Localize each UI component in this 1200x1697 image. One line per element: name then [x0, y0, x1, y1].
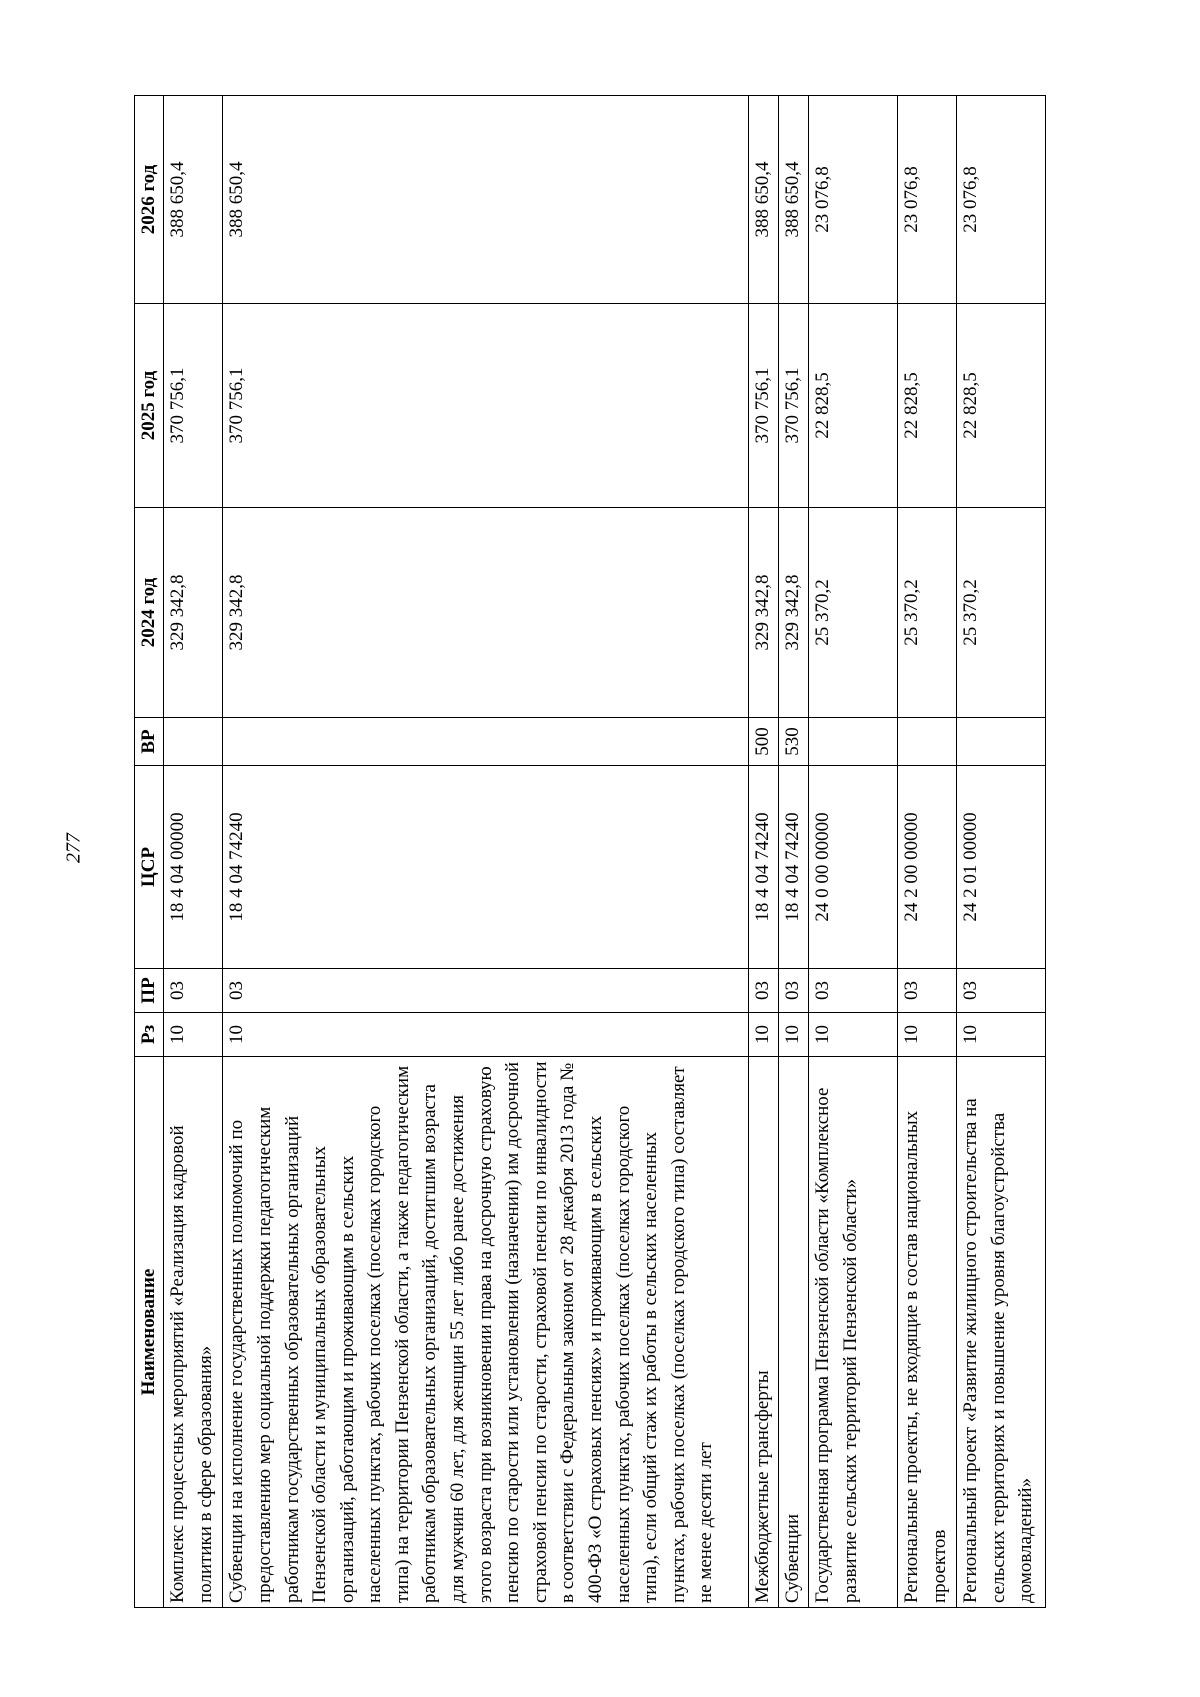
- row-name: Региональные проекты, не входящие в состав национальных проектов: [897, 1057, 956, 1608]
- row-2025: 370 756,1: [223, 304, 749, 508]
- row-csr: 24 2 00 00000: [897, 766, 956, 969]
- table-row: [779, 96, 809, 1608]
- row-pr: 03: [779, 969, 809, 1013]
- row-name: Субвенции на исполнение государственных полномочий по предоставлению мер социальной поддержки педагогическим работникам государственных образовательных организаций Пензенской области и муниципальных образовательных организаций, работающим и проживающим в сельских населенных пунктах, рабочих поселках (поселках городского типа) на территории Пензенской области, а также педагогическим работникам образовательных организаций, достигшим возраста для мужчин 60 лет, для женщин 55 лет либо ранее достижения этого возраста при возникновении права на досрочную страховую пенсию по старости или установлении (назначении) им досрочной страховой пенсии по старости, страховой пенсии по инвалидности в соответствии с Федеральным законом от 28 декабря 2013 года № 400-ФЗ «О страховых пенсиях» и проживающим в сельских населенных пунктах, рабочих поселках (поселках городского типа), если общий стаж их работы в сельских населенных пунктах, рабочих поселках (поселках городского типа) составляет не менее десяти лет: [223, 1057, 749, 1608]
- row-vr: [809, 718, 898, 766]
- row-2026: 23 076,8: [957, 96, 1046, 304]
- row-2024: 329 342,8: [164, 508, 223, 718]
- row-2025: 22 828,5: [957, 304, 1046, 508]
- budget-table-container: [134, 96, 1046, 1608]
- row-csr: 24 0 00 00000: [809, 766, 898, 969]
- row-pr: 03: [957, 969, 1046, 1013]
- row-csr: 18 4 04 74240: [223, 766, 749, 969]
- header-name: Наименование: [135, 1057, 164, 1608]
- row-name: Межбюджетные трансферты: [748, 1057, 778, 1608]
- row-2026: 388 650,4: [164, 96, 223, 304]
- row-csr: 24 2 01 00000: [957, 766, 1046, 969]
- row-name: Региональный проект «Развитие жилищного строительства на сельских территориях и повышение уровня благоустройства домовладений»: [957, 1057, 1046, 1608]
- budget-table: [134, 95, 1046, 1608]
- table-row: [164, 96, 223, 1608]
- row-vr: [223, 718, 749, 766]
- row-2025: 370 756,1: [164, 304, 223, 508]
- table-row: [223, 96, 749, 1608]
- row-vr: [164, 718, 223, 766]
- header-row: [135, 96, 164, 1608]
- row-pr: 03: [748, 969, 778, 1013]
- row-csr: 18 4 04 74240: [748, 766, 778, 969]
- row-csr: 18 4 04 74240: [779, 766, 809, 969]
- header-csr: ЦСР: [135, 766, 164, 969]
- row-2024: 329 342,8: [223, 508, 749, 718]
- row-2024: 25 370,2: [809, 508, 898, 718]
- row-name: Комплекс процессных мероприятий «Реализация кадровой политики в сфере образования»: [164, 1057, 223, 1608]
- header-2026: 2026 год: [135, 96, 164, 304]
- header-pr: ПР: [135, 969, 164, 1013]
- row-rz: 10: [164, 1013, 223, 1057]
- row-rz: 10: [779, 1013, 809, 1057]
- row-2024: 329 342,8: [779, 508, 809, 718]
- row-2026: 388 650,4: [748, 96, 778, 304]
- row-2025: 22 828,5: [809, 304, 898, 508]
- row-2026: 388 650,4: [223, 96, 749, 304]
- row-rz: 10: [223, 1013, 749, 1057]
- table-row: [957, 96, 1046, 1608]
- row-2024: 25 370,2: [897, 508, 956, 718]
- row-rz: 10: [809, 1013, 898, 1057]
- table-row: [897, 96, 956, 1608]
- row-rz: 10: [748, 1013, 778, 1057]
- header-vr: ВР: [135, 718, 164, 766]
- page-number: 277: [62, 833, 85, 863]
- row-vr: 500: [748, 718, 778, 766]
- row-vr: 530: [779, 718, 809, 766]
- row-vr: [897, 718, 956, 766]
- header-rz: Рз: [135, 1013, 164, 1057]
- header-2024: 2024 год: [135, 508, 164, 718]
- row-rz: 10: [897, 1013, 956, 1057]
- table-row: [809, 96, 898, 1608]
- row-2026: 388 650,4: [779, 96, 809, 304]
- header-2025: 2025 год: [135, 304, 164, 508]
- row-2026: 23 076,8: [897, 96, 956, 304]
- row-2024: 329 342,8: [748, 508, 778, 718]
- row-pr: 03: [164, 969, 223, 1013]
- row-name: Государственная программа Пензенской области «Комплексное развитие сельских территорий Пензенской области»: [809, 1057, 898, 1608]
- row-2024: 25 370,2: [957, 508, 1046, 718]
- row-2025: 370 756,1: [779, 304, 809, 508]
- row-pr: 03: [897, 969, 956, 1013]
- row-csr: 18 4 04 00000: [164, 766, 223, 969]
- row-pr: 03: [223, 969, 749, 1013]
- row-vr: [957, 718, 1046, 766]
- table-row: [748, 96, 778, 1608]
- row-rz: 10: [957, 1013, 1046, 1057]
- row-pr: 03: [809, 969, 898, 1013]
- row-2025: 22 828,5: [897, 304, 956, 508]
- row-name: Субвенции: [779, 1057, 809, 1608]
- row-2025: 370 756,1: [748, 304, 778, 508]
- row-2026: 23 076,8: [809, 96, 898, 304]
